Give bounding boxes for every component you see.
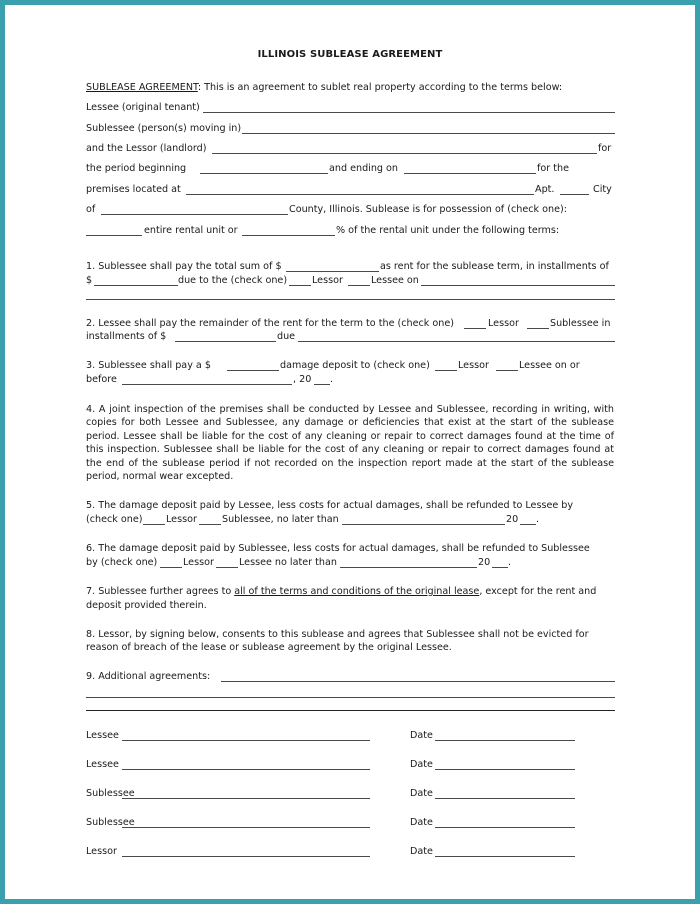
additional-agreements-line2[interactable] <box>86 697 615 698</box>
sublessee-name-field[interactable] <box>242 133 615 134</box>
clause7-line2: deposit provided therein. <box>86 600 207 611</box>
lessor-name-field[interactable] <box>212 153 597 154</box>
installment-amount-field[interactable] <box>94 285 178 286</box>
signature-divider <box>86 710 615 711</box>
clause3-year-prefix: , 20 <box>293 374 312 385</box>
clause1-lessor-label: Lessor <box>312 275 343 286</box>
clause2-installments-label: installments of $ <box>86 331 167 342</box>
clause3-year-field[interactable] <box>314 384 330 385</box>
clause1-dollar: $ <box>86 275 93 286</box>
document-page <box>5 5 695 899</box>
entire-unit-label: entire rental unit or <box>144 225 238 236</box>
clause2-sublessee-label: Sublessee in <box>550 318 611 329</box>
clause7-underlined: all of the terms and conditions of the original lease <box>234 586 480 597</box>
clause1-lessee-label: Lessee on <box>371 275 419 286</box>
clause1-lessor-check[interactable] <box>289 285 311 286</box>
clause5-year-field[interactable] <box>520 524 536 525</box>
clause3-lessor-label: Lessor <box>458 360 489 371</box>
intro-text: : This is an agreement to sublet real property according to the terms below: <box>197 82 563 93</box>
for-label: for <box>598 143 612 154</box>
intro-heading: SUBLEASE AGREEMENT <box>86 82 198 93</box>
clause5-text: 5. The damage deposit paid by Lessee, less costs for actual damages, shall be refunded to Lessee by <box>86 500 574 511</box>
signature-field[interactable] <box>122 769 370 770</box>
sublessee-label: Sublessee (person(s) moving in) <box>86 123 242 134</box>
clause6-check-label: by (check one) <box>86 557 158 568</box>
clause5-date-field[interactable] <box>342 524 505 525</box>
clause5-period: . <box>536 514 540 525</box>
deposit-amount-field[interactable] <box>227 370 279 371</box>
clause6-year-prefix: 20 <box>478 557 491 568</box>
page-title: ILLINOIS SUBLEASE AGREEMENT <box>257 49 443 60</box>
clause5-lessor-label: Lessor <box>166 514 197 525</box>
clause2-sublessee-check[interactable] <box>527 328 549 329</box>
lessee-name-field[interactable] <box>203 112 615 113</box>
signature-date-label: Date <box>410 788 433 799</box>
clause3-lessee-check[interactable] <box>496 370 518 371</box>
clause2-lessor-check[interactable] <box>464 328 486 329</box>
entire-unit-check[interactable] <box>86 235 142 236</box>
clause6-period: . <box>508 557 512 568</box>
signature-date-label: Date <box>410 759 433 770</box>
clause1-text-b: as rent for the sublease term, in installments of <box>380 261 609 272</box>
apt-label: Apt. <box>535 184 555 195</box>
clause7-line1 <box>86 586 596 598</box>
signature-role-label: Lessee <box>86 759 119 770</box>
city-label: City <box>593 184 612 195</box>
end-date-field[interactable] <box>404 173 536 174</box>
clause1-due-date-field[interactable] <box>421 285 615 286</box>
intro-line <box>86 82 562 94</box>
clause5-lessor-check[interactable] <box>143 524 165 525</box>
signature-role-label: Sublessee <box>86 788 135 799</box>
of-label: of <box>86 204 96 215</box>
for-the-label: for the <box>537 163 569 174</box>
clause3-lessor-check[interactable] <box>435 370 457 371</box>
clause1-due-label: due to the (check one) <box>178 275 288 286</box>
clause5-sublessee-label: Sublessee, no later than <box>222 514 339 525</box>
clause6-lessor-label: Lessor <box>183 557 214 568</box>
clause6-text: 6. The damage deposit paid by Sublessee, less costs for actual damages, shall be refunded to Sublessee <box>86 543 590 554</box>
ending-on-label: and ending on <box>329 163 399 174</box>
clause5-year-prefix: 20 <box>506 514 519 525</box>
clause7-text-c: , except for the rent and <box>479 586 597 597</box>
signature-date-label: Date <box>410 730 433 741</box>
signature-role-label: Sublessee <box>86 817 135 828</box>
clause2-amount-field[interactable] <box>175 341 276 342</box>
clause5-check-label: (check one) <box>86 514 143 525</box>
signature-field[interactable] <box>122 827 370 828</box>
clause1-lessee-check[interactable] <box>348 285 370 286</box>
signature-role-label: Lessor <box>86 846 117 857</box>
signature-field[interactable] <box>122 740 370 741</box>
clause7-text-a: 7. Sublessee further agrees to <box>86 586 235 597</box>
clause3-date-field[interactable] <box>122 384 292 385</box>
signature-date-field[interactable] <box>435 856 575 857</box>
clause6-lessee-check[interactable] <box>216 567 238 568</box>
signature-date-label: Date <box>410 846 433 857</box>
total-sum-field[interactable] <box>286 271 379 272</box>
clause6-lessee-label: Lessee no later than <box>239 557 337 568</box>
signature-date-field[interactable] <box>435 740 575 741</box>
lessee-label: Lessee (original tenant) <box>86 102 200 113</box>
clause3-text-b: damage deposit to (check one) <box>280 360 430 371</box>
clause6-lessor-check[interactable] <box>160 567 182 568</box>
signature-date-field[interactable] <box>435 827 575 828</box>
additional-agreements-field[interactable] <box>221 681 615 682</box>
apt-field[interactable] <box>560 194 589 195</box>
county-field[interactable] <box>101 214 288 215</box>
clause3-lessee-label: Lessee on or <box>519 360 580 371</box>
signature-date-field[interactable] <box>435 769 575 770</box>
signature-field[interactable] <box>122 798 370 799</box>
clause2-due-label: due <box>277 331 296 342</box>
clause4-paragraph: 4. A joint inspection of the premises shall be conducted by Lessee and Sublessee, recording in writing, with copies for both Lessee and Sublessee, any damage or deficiencies that exist at the start of the sublease period. Lessee shall be liable for the cost of any cleaning or repair to correct damages found at the time of this inspection. Sublessee shall be liable for the cost of any cleaning or repair to correct damages found at the end of the sublease period if not recorded on the inspection report made at the start of the sublease period, normal wear excepted. <box>86 404 614 483</box>
signature-date-label: Date <box>410 817 433 828</box>
clause2-lessor-label: Lessor <box>488 318 519 329</box>
clause3-text-a: 3. Sublessee shall pay a $ <box>86 360 211 371</box>
premises-label: premises located at <box>86 184 181 195</box>
clause6-year-field[interactable] <box>492 567 508 568</box>
signature-date-field[interactable] <box>435 798 575 799</box>
lessor-label: and the Lessor (landlord) <box>86 143 207 154</box>
clause9-label: 9. Additional agreements: <box>86 671 211 682</box>
signature-field[interactable] <box>122 856 370 857</box>
premises-address-field[interactable] <box>186 194 534 195</box>
clause2-due-field[interactable] <box>298 341 615 342</box>
clause2-text: 2. Lessee shall pay the remainder of the rent for the term to the (check one) <box>86 318 454 329</box>
clause8-paragraph: 8. Lessor, by signing below, consents to this sublease and agrees that Sublessee shall not be evicted for reason of breach of the lease or sublease agreement by the original Lessee. <box>86 629 589 654</box>
clause3-before-label: before <box>86 374 117 385</box>
clause1-text-a: 1. Sublessee shall pay the total sum of $ <box>86 261 282 272</box>
clause5-sublessee-check[interactable] <box>199 524 221 525</box>
county-label: County, Illinois. Sublease is for possession of (check one): <box>289 204 567 215</box>
clause6-date-field[interactable] <box>340 567 477 568</box>
percent-label: % of the rental unit under the following terms: <box>336 225 560 236</box>
clause1-extra-line[interactable] <box>86 299 615 300</box>
period-beginning-label: the period beginning <box>86 163 187 174</box>
clause3-period: . <box>330 374 334 385</box>
start-date-field[interactable] <box>200 173 328 174</box>
percent-field[interactable] <box>242 235 335 236</box>
signature-role-label: Lessee <box>86 730 119 741</box>
